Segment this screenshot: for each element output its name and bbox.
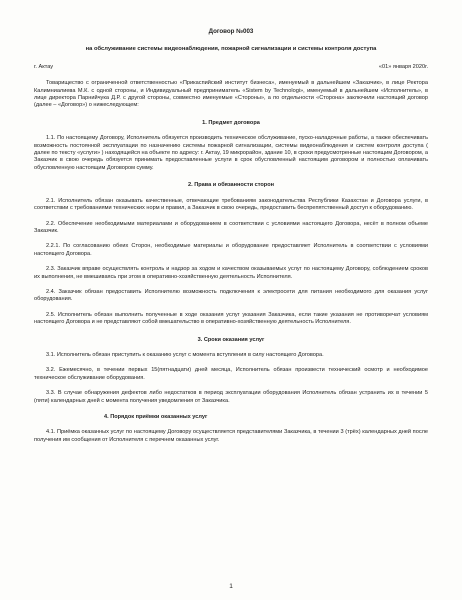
place-date-row: [34, 64, 428, 71]
intro-paragraph: Товарищество с ограниченной ответственностью «Прикаспийский институт бизнеса», именуемый в дальнейшем «Заказчик», в лице Ректора Калимниалиева М.К. с одной стороны, и Индивидуальный предприниматель «Sistem by Technologi», именуемый в дальнейшем «Исполнитель», в лице директора Парнийчука Д.Р. с другой стороны, совместно именуемые «Стороны», а по отдельности «Сторона» заключили настоящий договор (далее – «Договор») о нижеследующем:: [34, 80, 428, 109]
section-heading-1: 1. Предмет договора: [202, 119, 260, 126]
document-title: Договор №003: [208, 28, 254, 35]
contract-date: «01» января 2020г.: [378, 63, 428, 70]
clause-3-3: 3.3. В случае обнаружения дефектов либо недостатков в период эксплуатации оборудования Исполнитель обязан устранить их в течении 5 (пяти) календарных дней с момента получения уведомления от Заказчика.: [34, 390, 428, 404]
clause-2-2-1: 2.2.1. По согласованию обеих Сторон, необходимые материалы и оборудование предоставляет Исполнитель в соответствии с условиями настоящего Договора.: [34, 243, 428, 257]
clause-2-3: 2.3. Заказчик вправе осуществлять контроль и надзор за ходом и качеством оказываемых услуг по настоящему Договору, соблюдением сроков их выполнения, не вмешиваясь при этом в оперативно-хозяйственную деятельность Исполнителя.: [34, 266, 428, 280]
document-subtitle: на обслуживание системы видеонаблюдения, пожарной сигнализации и системы контроля доступа: [85, 46, 377, 53]
clause-2-1: 2.1. Исполнитель обязан оказывать качественные, отвечающие требованиям законодательства Республики Казахстан и Договора услуги, в соответствии с требованиями технических норм и правил, а Заказчик в свою очередь, предоставить беспрепятственный доступ к оборудованию.: [34, 197, 428, 212]
clause-3-2: 3.2. Ежемесячно, в течении первых 15(пятнадцати) дней месяца, Исполнитель обязан произвести технический осмотр и необходимое техническое обслуживание оборудования.: [34, 367, 428, 381]
clause-1-1: 1.1. По настоящему Договору, Исполнитель обязуется производить техническое обслуживание, пуско-наладочные работы, а также обеспечивать возможность постоянной эксплуатации по назначению системы пожарной сигнализации, системы видеонаблюдения и систем контроля доступа ( далее по тексту «услуги» ) находящейся на объекте по адресу: г. Актау, 19 микрорайон, здание 10, в сроки предусмотренные настоящим Договором, а Заказчик в свою очередь обязуется принимать предоставленные услуги в срок обусловленный настоящим договором и полностью оплачивать обусловленную настоящим Договором сумму.: [34, 135, 428, 171]
clause-2-2: 2.2. Обеспечение необходимыми материалами и оборудованием в соответствии с условиями настоящего Договора, несёт в полном объеме Заказчик.: [34, 220, 428, 234]
section-heading-3: 3. Сроки оказания услуг: [197, 336, 265, 343]
section-heading-2: 2. Права и обязанности сторон: [187, 182, 275, 189]
city: г. Актау: [34, 63, 54, 70]
clause-2-5: 2.5. Исполнитель обязан выполнить полученные в ходе оказания услуг указания Заказчика, если такие указания не противоречат условиям настоящего Договора и не представляют собой вмешательство в оперативно-хозяйственную деятельность Исполнителя.: [34, 311, 428, 326]
clause-3-1: 3.1. Исполнитель обязан приступить к оказанию услуг с момента вступления в силу настоящего Договора.: [46, 351, 324, 358]
page-number: 1: [229, 582, 233, 590]
clause-4-1: 4.1. Приёмка оказанных услуг по настоящему Договору осуществляется представителями Заказчика, в течении 3 (трёх) календарных дней после получения им сообщения от Исполнителя с перечнем оказанных услуг.: [34, 429, 428, 443]
section-heading-4: 4. Порядок приёмки оказанных услуг: [104, 414, 208, 420]
clause-2-4: 2.4. Заказчик обязан предоставить Исполнителю возможность подключения к электросети для питания необходимого для оказания услуг оборудования.: [34, 288, 428, 303]
